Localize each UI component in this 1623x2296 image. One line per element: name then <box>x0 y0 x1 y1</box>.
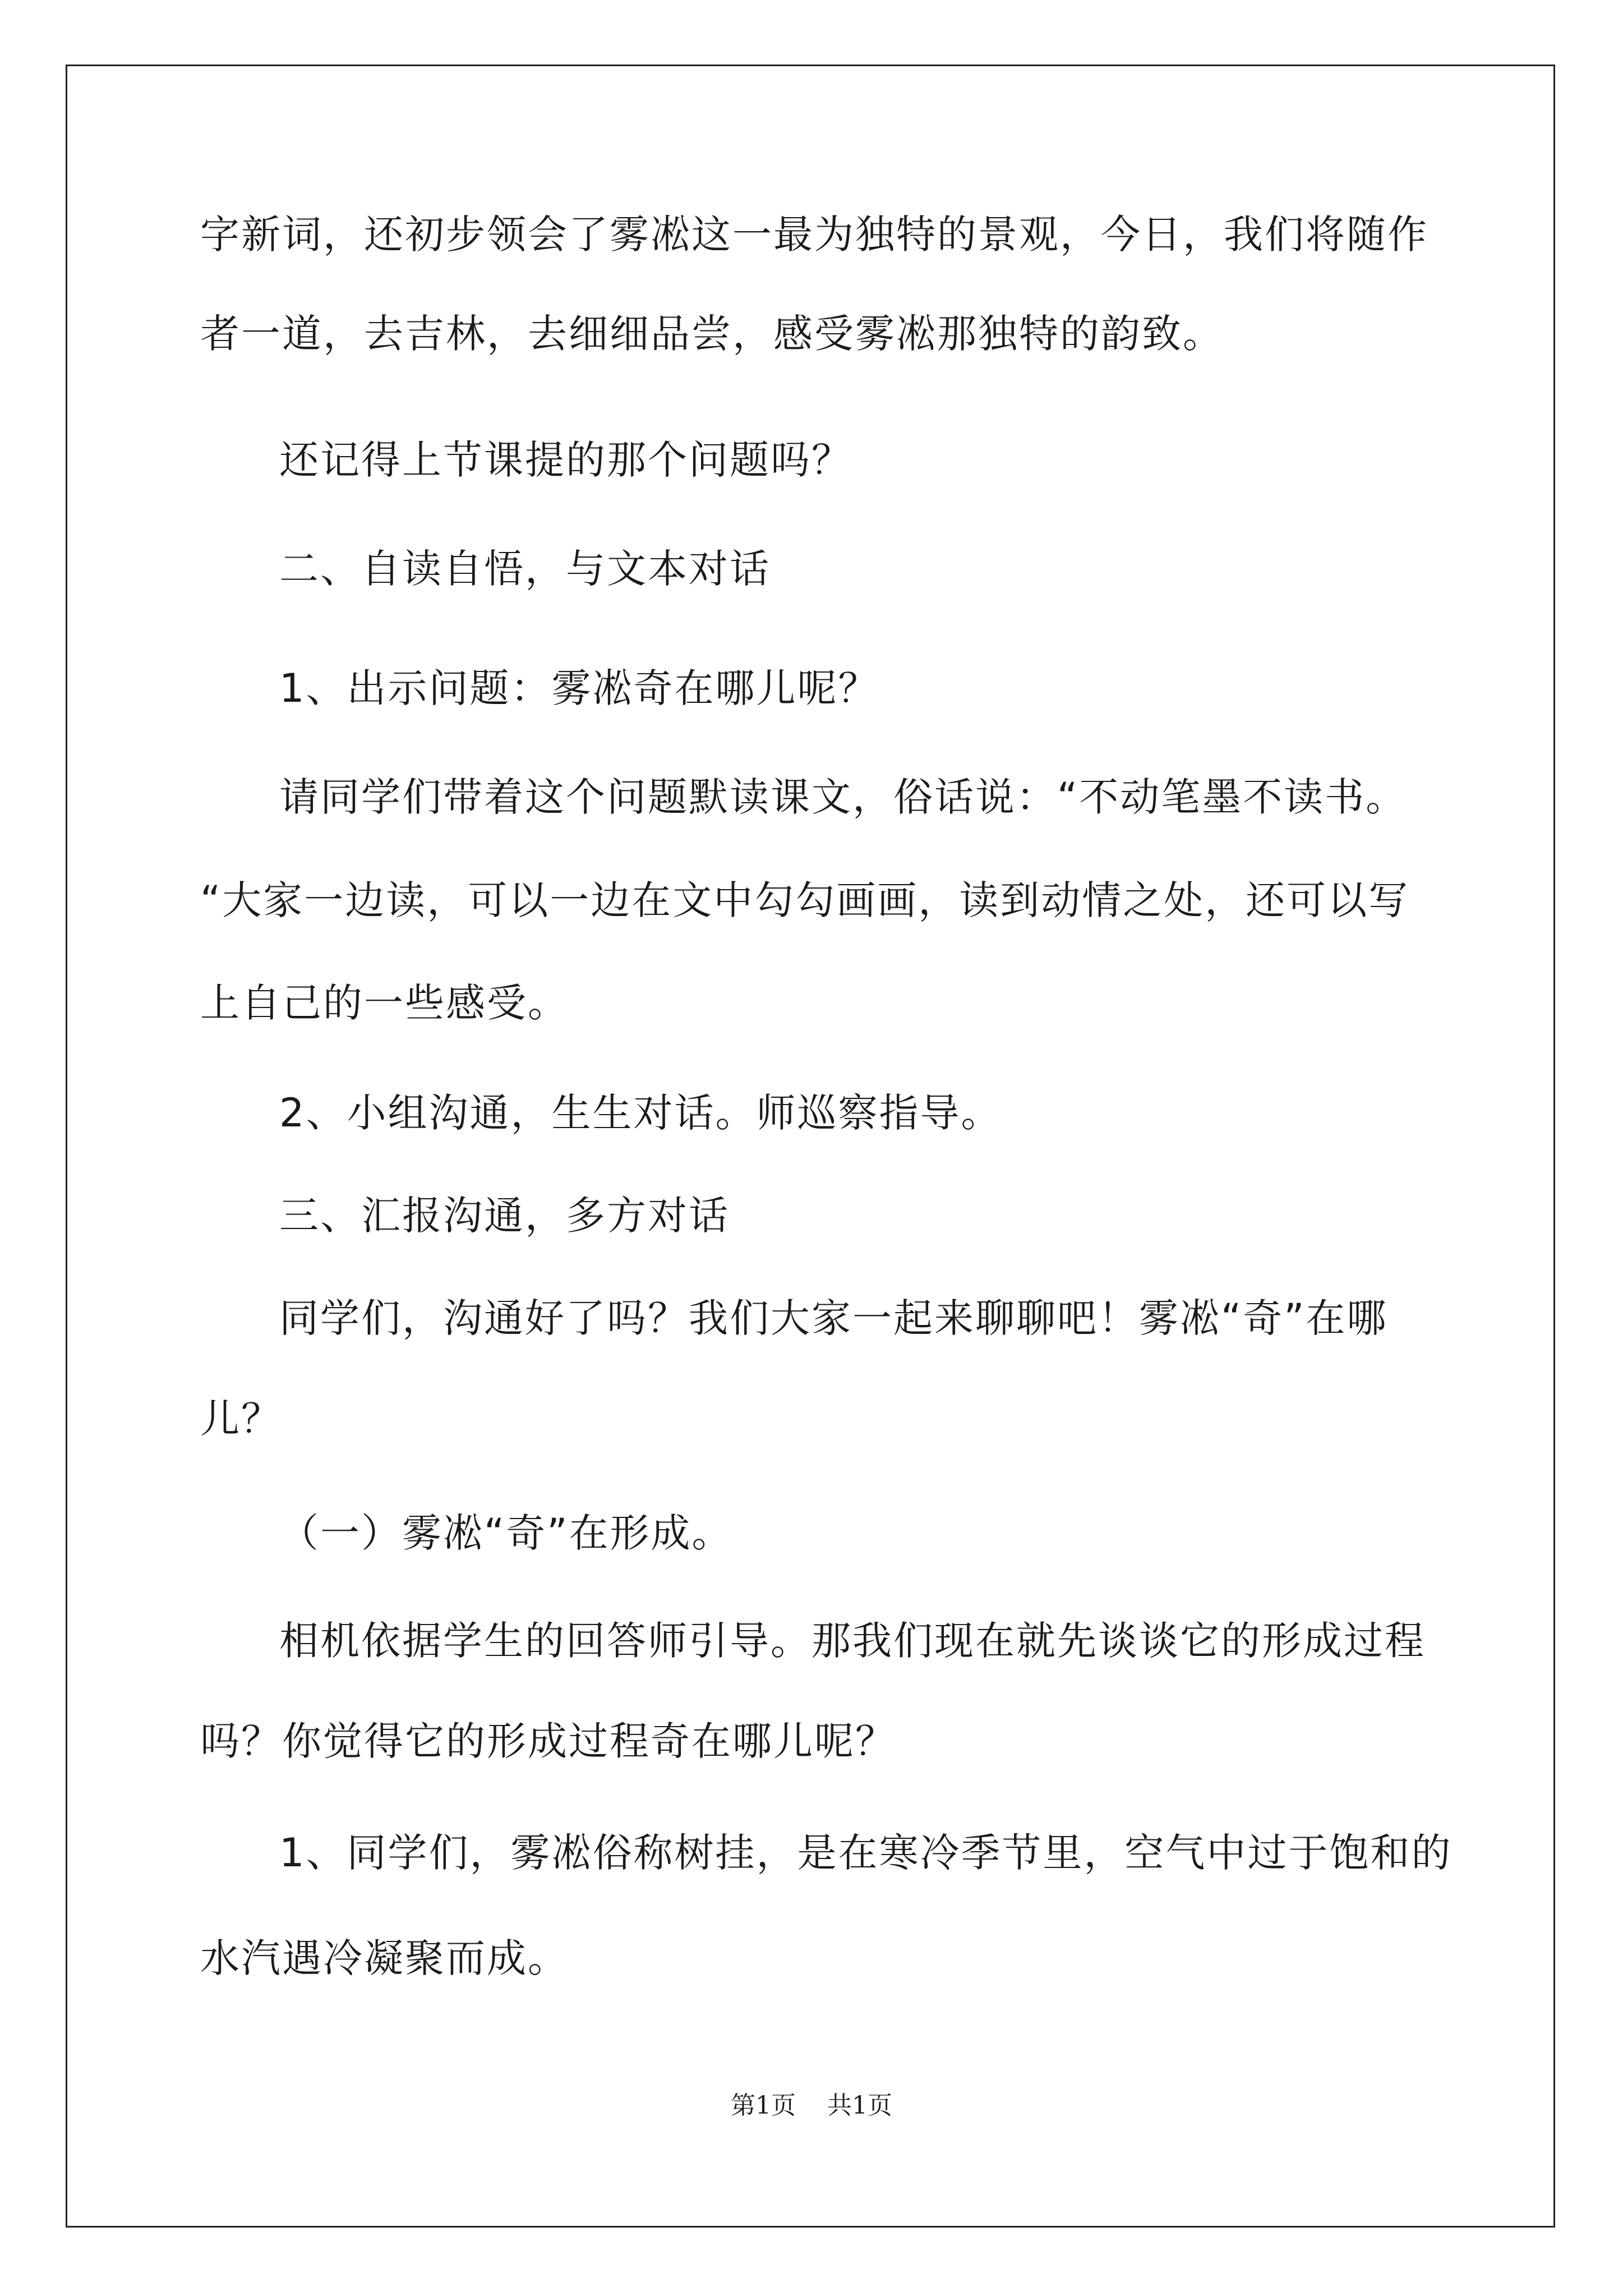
paragraph-line: 吗？你觉得它的形成过程奇在哪儿呢？ <box>200 1718 896 1764</box>
paragraph-line: 上自己的一些感受。 <box>200 980 569 1026</box>
section-heading: 二、自读自悟，与文本对话 <box>279 546 771 592</box>
page-number: 第1页 <box>731 2091 796 2120</box>
subsection-heading: （一）雾凇“奇”在形成。 <box>279 1510 733 1556</box>
page-total: 共1页 <box>827 2091 892 2120</box>
paragraph-line: 2、小组沟通，生生对话。师巡察指导。 <box>279 1090 1002 1136</box>
paragraph-line: 请同学们带着这个问题默读课文，俗话说：“不动笔墨不读书。 <box>279 774 1407 820</box>
paragraph-line: 者一道，去吉林，去细细品尝，感受雾凇那独特的韵致。 <box>200 311 1224 357</box>
page-footer <box>0 2089 1623 2123</box>
paragraph-line: 相机依据学生的回答师引导。那我们现在就先谈谈它的形成过程 <box>279 1618 1426 1664</box>
paragraph-line: 水汽遇冷凝聚而成。 <box>200 1935 569 1981</box>
paragraph-line: 还记得上节课提的那个问题吗？ <box>279 437 852 483</box>
paragraph-line: 字新词，还初步领会了雾凇这一最为独特的景观，今日，我们将随作 <box>200 211 1428 257</box>
paragraph-line: “大家一边读，可以一边在文中勾勾画画，读到动情之处，还可以写 <box>200 877 1410 923</box>
paragraph-line: 1、出示问题：雾凇奇在哪儿呢？ <box>279 665 879 711</box>
page-border <box>66 65 1555 2228</box>
paragraph-line: 1、同学们，雾凇俗称树挂，是在寒冷季节里，空气中过于饱和的 <box>279 1830 1453 1876</box>
section-heading: 三、汇报沟通，多方对话 <box>279 1193 730 1239</box>
paragraph-line: 儿？ <box>200 1396 282 1442</box>
paragraph-line: 同学们，沟通好了吗？我们大家一起来聊聊吧！雾凇“奇”在哪 <box>279 1295 1388 1341</box>
